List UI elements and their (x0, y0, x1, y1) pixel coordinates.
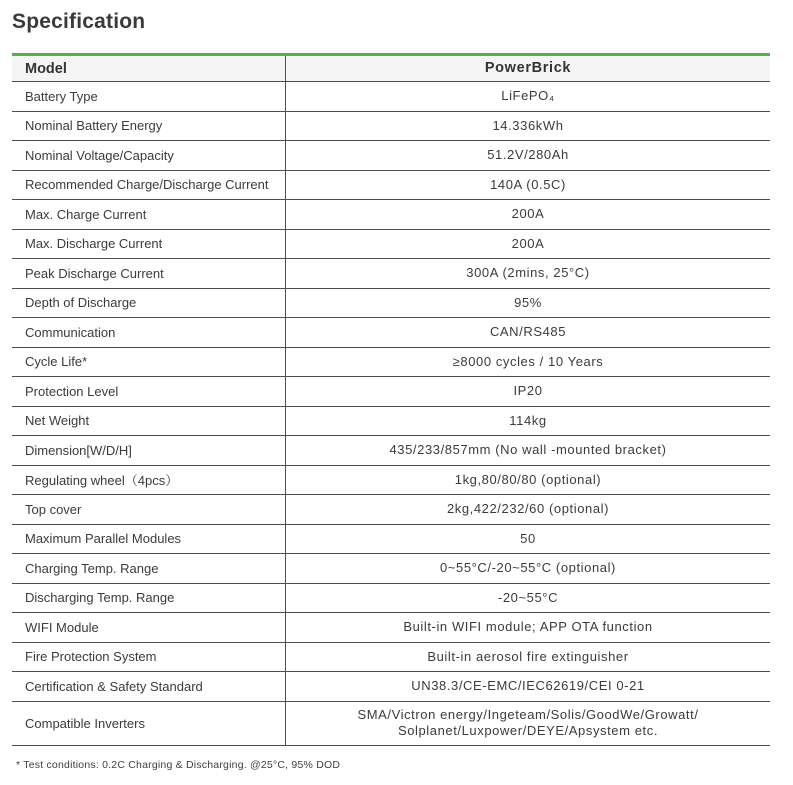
table-row (12, 348, 770, 378)
spec-value: 1kg,80/80/80 (optional) (285, 466, 770, 495)
table-row (12, 584, 770, 614)
spec-value: 140A (0.5C) (285, 171, 770, 200)
spec-value: 200A (285, 230, 770, 259)
spec-label: Protection Level (25, 383, 119, 399)
spec-table (12, 53, 770, 746)
table-row (12, 643, 770, 673)
spec-label: Max. Discharge Current (25, 236, 163, 252)
table-row (12, 672, 770, 702)
spec-label: Peak Discharge Current (25, 265, 164, 281)
spec-value: LiFePO₄ (285, 82, 770, 111)
spec-label: Depth of Discharge (25, 295, 137, 311)
spec-value-line: SMA/Victron energy/Ingeteam/Solis/GoodWe/Growatt/ (357, 706, 699, 722)
spec-value: 50 (285, 525, 770, 554)
spec-label: Max. Charge Current (25, 206, 147, 222)
spec-label: Regulating wheel（4pcs） (25, 473, 179, 489)
spec-value-line: Solplanet/Luxpower/DEYE/Apsystem etc. (397, 723, 659, 738)
spec-value: 114kg (285, 407, 770, 436)
table-row (12, 554, 770, 584)
spec-label: Net Weight (25, 413, 90, 429)
spec-label: Charging Temp. Range (25, 560, 159, 576)
spec-value: UN38.3/CE-EMC/IEC62619/CEI 0-21 (285, 672, 770, 701)
spec-value: Built-in aerosol fire extinguisher (285, 643, 770, 672)
table-row (12, 259, 770, 289)
spec-label: Discharging Temp. Range (25, 590, 175, 606)
table-row (12, 407, 770, 437)
spec-label: Maximum Parallel Modules (25, 531, 182, 547)
footnote: * Test conditions: 0.2C Charging & Discharging. @25°C, 95% DOD (16, 758, 341, 771)
table-row (12, 377, 770, 407)
table-row (12, 495, 770, 525)
table-row (12, 141, 770, 171)
spec-value: 2kg,422/232/60 (optional) (285, 495, 770, 524)
table-row (12, 230, 770, 260)
spec-label: Top cover (25, 501, 82, 517)
spec-value: Built-in WIFI module; APP OTA function (285, 613, 770, 642)
spec-label: Dimension[W/D/H] (25, 442, 132, 458)
table-row (12, 613, 770, 643)
spec-value: 0~55°C/-20~55°C (optional) (285, 554, 770, 583)
table-row (12, 289, 770, 319)
page-title: Specification (12, 10, 146, 33)
table-row (12, 200, 770, 230)
spec-value: IP20 (285, 377, 770, 406)
spec-label: Nominal Battery Energy (25, 118, 163, 134)
spec-value: 300A (2mins, 25°C) (285, 259, 770, 288)
spec-label: Compatible Inverters (25, 715, 145, 731)
spec-label: Communication (25, 324, 116, 340)
spec-value: -20~55°C (285, 584, 770, 613)
table-row (12, 436, 770, 466)
header-model-cell: Model (25, 60, 67, 77)
spec-label: Recommended Charge/Discharge Current (25, 177, 269, 193)
table-row (12, 466, 770, 496)
table-row (12, 82, 770, 112)
table-row (12, 525, 770, 555)
spec-value: 95% (285, 289, 770, 318)
table-header-row (12, 56, 770, 82)
table-row (12, 112, 770, 142)
spec-value (285, 702, 770, 745)
spec-value: 14.336kWh (285, 112, 770, 141)
table-row (12, 318, 770, 348)
spec-label: Cycle Life* (25, 354, 88, 370)
table-row (12, 702, 770, 746)
spec-value: 200A (285, 200, 770, 229)
spec-value: CAN/RS485 (285, 318, 770, 347)
table-body (12, 82, 770, 746)
spec-value: 51.2V/280Ah (285, 141, 770, 170)
spec-label: Nominal Voltage/Capacity (25, 147, 174, 163)
header-product-cell: PowerBrick (285, 56, 770, 81)
spec-label: WIFI Module (25, 619, 99, 635)
spec-label: Certification & Safety Standard (25, 678, 203, 694)
spec-value: ≥8000 cycles / 10 Years (285, 348, 770, 377)
spec-label: Fire Protection System (25, 649, 157, 665)
table-row (12, 171, 770, 201)
spec-label: Battery Type (25, 88, 98, 104)
spec-value: 435/233/857mm (No wall -mounted bracket) (285, 436, 770, 465)
